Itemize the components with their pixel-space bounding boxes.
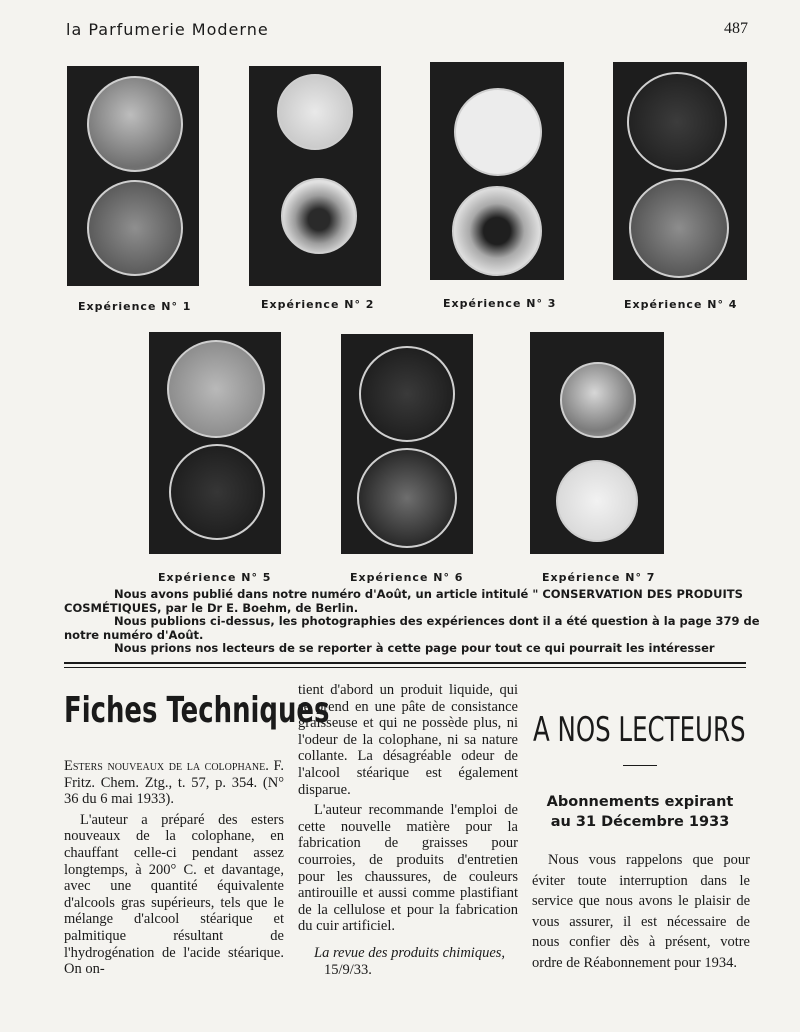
lecteurs-subtitle-line1: Abonnements expirant [546,794,734,810]
caption-experience-4: Expérience N° 4 [624,298,738,311]
notice-line: Nous avons publié dans notre numéro d'Août, un article intitulé " CONSERVATION DES PRODUITS [114,587,743,601]
notice-block [64,587,760,656]
fiches-para1-cont: tient d'abord un produit liquide, qui se prend en une pâte de consistance graisseuse et qui ne possède plus, ni l'odeur de la colophane, ni sa nature collante. La désagréable odeur de l'alcool stéarique est également disparue. [298,682,518,798]
caption-experience-1: Expérience N° 1 [78,300,192,313]
lecteurs-body-wrap [532,850,750,973]
fiches-column-2 [298,682,518,978]
photo-experience-2 [249,66,381,286]
caption-experience-5: Expérience N° 5 [158,571,272,584]
lecteurs-short-rule [623,765,657,766]
divider-rule [64,667,746,668]
photo-experience-5 [149,332,281,554]
photo-experience-7 [530,332,664,554]
lecteurs-title-wrap [533,710,753,750]
caption-experience-2: Expérience N° 2 [261,298,375,311]
caption-experience-3: Expérience N° 3 [443,297,557,310]
notice-line: Nous publions ci-dessus, les photographies des expériences dont il a été question à la page 379 de [114,614,760,628]
fiches-title-wrap [64,690,330,731]
photo-experience-6 [341,334,473,554]
notice-line: notre numéro d'Août. [64,627,204,642]
fiches-ref-rest: F. Fritz. Chem. Ztg., t. 57, p. 354. (N° 36 du 6 mai 1933). [64,758,285,808]
lecteurs-title: A NOS LECTEURS [533,710,746,750]
fiches-para2: L'auteur recommande l'emploi de cette nouvelle matière pour la fabrication de graisses pour courroies, de produits d'entretien pour les chaussures, de couleurs antirouille et aussi comme plastifiant de la cellulose et pour la fabrication du cuir artificiel. [298,802,518,935]
fiches-title: Fiches Techniques [64,690,330,731]
page-number: 487 [724,20,748,37]
fiches-source: La revue des produits chimiques, [314,944,506,961]
lecteurs-body: Nous vous rappelons que pour éviter toute interruption dans le service que nous avons le plaisir de vous assurer, il est nécessaire de nous confier dès à présent, votre ordre de Réabonnement pour 1934. [532,852,750,971]
fiches-para1: L'auteur a préparé des esters nouveaux de la colophane, en chauffant celle-ci pendant assez longtemps, à 200° C. et davantage, avec une quantité équivalente d'alcools gras supérieurs, tels que le mélange d'alcool stéarique et palmitique résultant de l'hydrogénation de l'acide stéarique. On on- [64,811,284,978]
fiches-source-date: 15/9/33. [324,961,372,978]
caption-experience-6: Expérience N° 6 [350,571,464,584]
notice-line: COSMÉTIQUES, par le Dr E. Boehm, de Berlin. [64,600,359,615]
divider-rule [64,662,746,664]
lecteurs-subtitle [532,792,748,832]
fiches-column-1 [64,758,284,978]
fiches-ref-lead: Esters nouveaux de la colophane. [64,758,269,774]
lecteurs-subtitle-line2: au 31 Décembre 1933 [550,814,730,830]
journal-title: la Parfumerie Moderne [66,20,269,39]
notice-line: Nous prions nos lecteurs de se reporter à cette page pour tout ce qui pourrait les intéresser [114,641,715,655]
photo-experience-1 [67,66,199,286]
photo-experience-3 [430,62,564,280]
photo-experience-4 [613,62,747,280]
caption-experience-7: Expérience N° 7 [542,571,656,584]
